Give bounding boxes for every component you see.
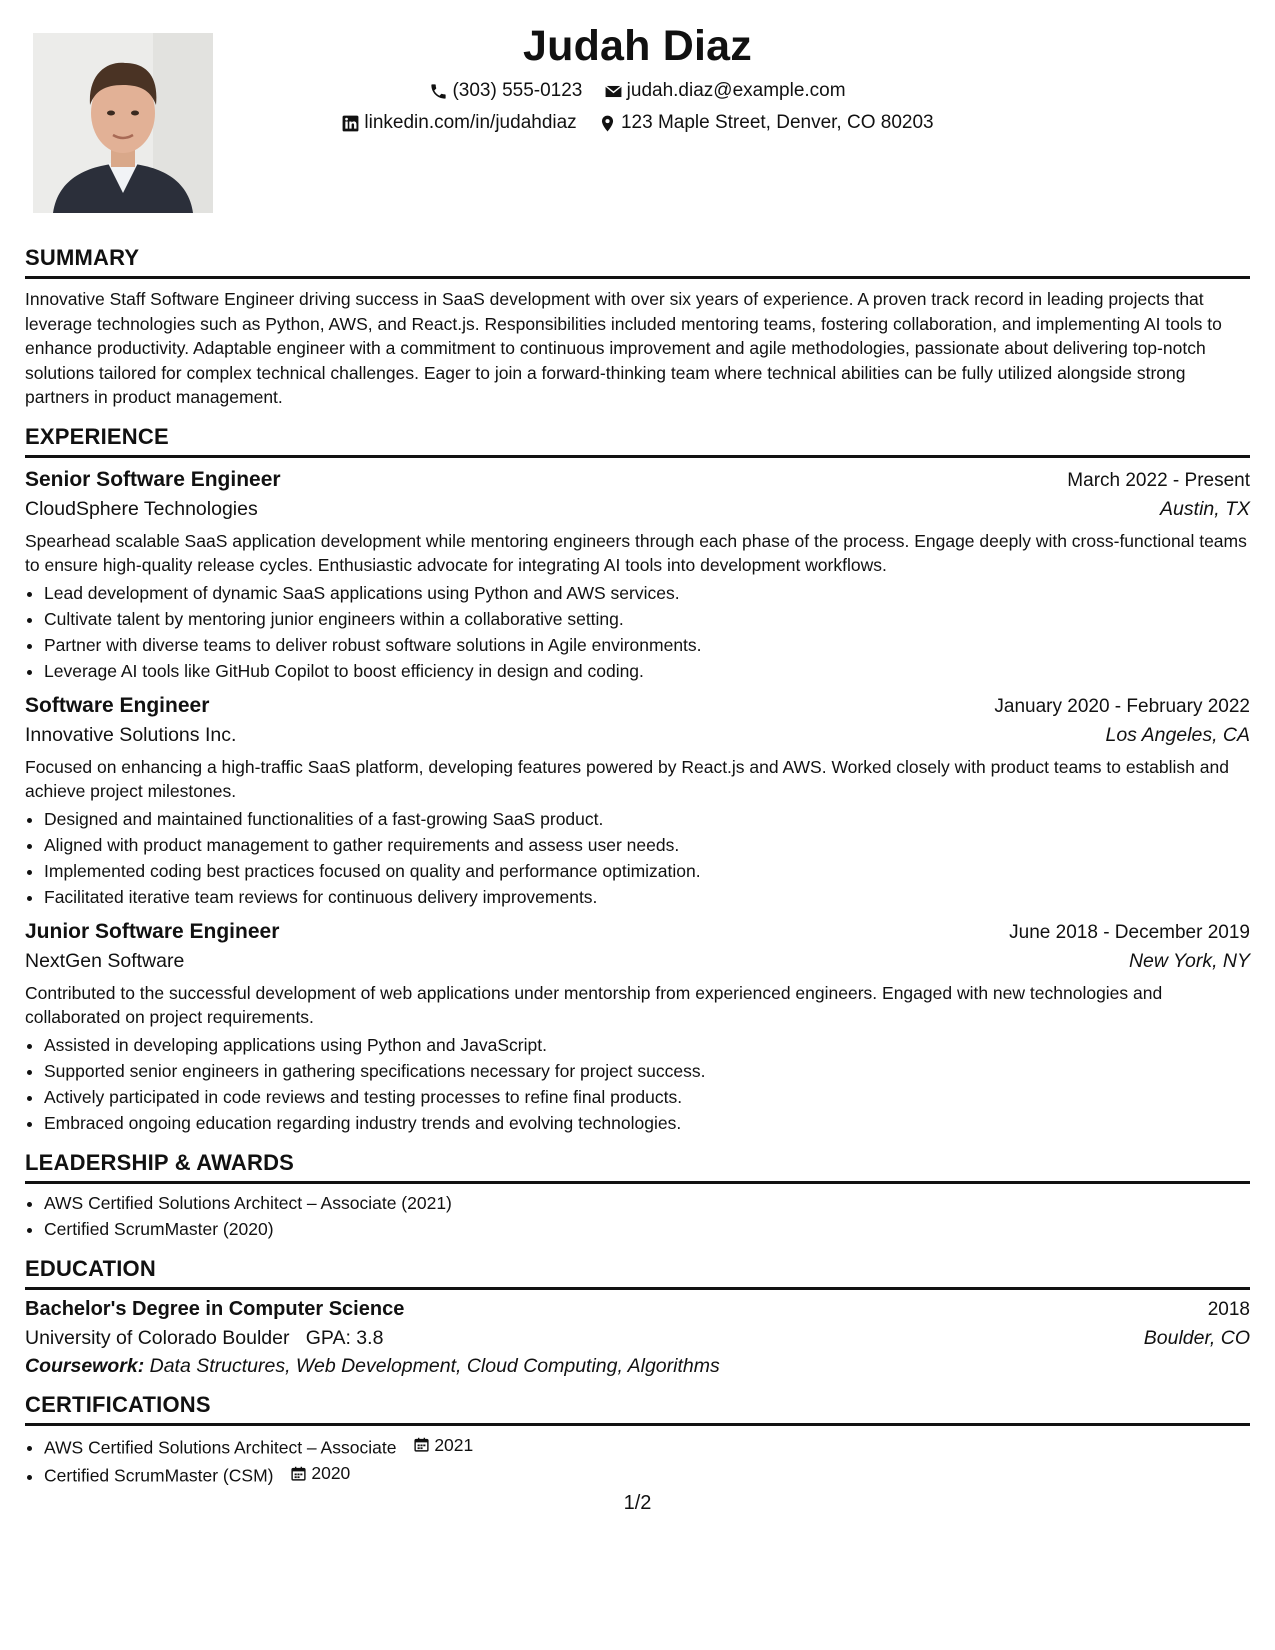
leadership-section <box>25 1150 1250 1242</box>
coursework <box>25 1355 1250 1378</box>
page-number: 1/2 <box>623 1492 652 1514</box>
summary-text: Innovative Staff Software Engineer driving success in SaaS development with over six years of experience. A proven track record in leading projects that leverage technologies such as Python, AWS, and React.js. Responsibilities included mentoring teams, fostering collaboration, and implementing AI tools to enhance productivity. Adaptable engineer with a commitment to continuous improvement and agile methodologies, passionate about delivering top-notch solutions tailored for complex technical challenges. Eager to join a forward-thinking team where technical abilities can be fully utilized alongside strong partners in product management. <box>25 289 1222 407</box>
linkedin-icon <box>341 114 360 133</box>
job-company: CloudSphere Technologies <box>25 497 258 520</box>
address-text: 123 Maple Street, Denver, CO 80203 <box>620 112 934 133</box>
certifications-list <box>25 1432 1250 1489</box>
list-item: • Supported senior engineers in gathering specifications necessary for project success. <box>44 1058 1250 1084</box>
experience-heading: EXPERIENCE <box>25 424 1250 458</box>
certifications-section <box>25 1392 1250 1489</box>
list-item: • Aligned with product management to gather requirements and assess user needs. <box>44 832 1250 858</box>
list-item: • Facilitated iterative team reviews for continuous delivery improvements. <box>44 884 1250 910</box>
leadership-heading: LEADERSHIP & AWARDS <box>25 1150 1250 1184</box>
job-location: New York, NY <box>1128 949 1250 972</box>
phone-contact[interactable] <box>429 80 582 102</box>
school-location: Boulder, CO <box>1143 1326 1250 1349</box>
education-section <box>25 1256 1250 1378</box>
job-bullets <box>25 806 1250 910</box>
address-contact <box>598 112 934 134</box>
list-item: • Leverage AI tools like GitHub Copilot to boost efficiency in design and coding. <box>44 658 1250 684</box>
calendar-icon <box>413 1436 430 1453</box>
summary-heading: SUMMARY <box>25 245 1250 279</box>
calendar-icon <box>290 1465 307 1482</box>
contact-line-2 <box>0 112 1275 139</box>
certifications-heading: CERTIFICATIONS <box>25 1392 1250 1426</box>
job-title: Junior Software Engineer <box>25 919 280 943</box>
coursework-label: Coursework: <box>25 1354 145 1377</box>
job-date: January 2020 - February 2022 <box>994 695 1250 717</box>
linkedin-text: linkedin.com/in/judahdiaz <box>364 112 577 133</box>
graduation-year: 2018 <box>1207 1298 1250 1320</box>
leadership-list <box>25 1190 1250 1242</box>
job-description: Focused on enhancing a high-traffic SaaS platform, developing features powered by React.js and AWS. Worked closely with product teams to establish and achieve project milestones. <box>25 756 1229 801</box>
envelope-icon <box>604 82 623 101</box>
gpa: GPA: 3.8 <box>305 1326 384 1349</box>
list-item: • Cultivate talent by mentoring junior engineers within a collaborative setting. <box>44 606 1250 632</box>
job-date: March 2022 - Present <box>1067 469 1250 491</box>
school-info <box>25 1327 383 1350</box>
job-bullets <box>25 580 1250 684</box>
job-description: Contributed to the successful development of web applications under mentorship from experienced engineers. Engaged with new technologies and collaborated on project requirements. <box>25 982 1163 1027</box>
experience-section <box>25 424 1250 1136</box>
list-item: • Assisted in developing applications using Python and JavaScript. <box>44 1032 1250 1058</box>
degree-title: Bachelor's Degree in Computer Science <box>25 1297 405 1320</box>
job-location: Austin, TX <box>1160 497 1250 520</box>
coursework-text: Data Structures, Web Development, Cloud Computing, Algorithms <box>149 1354 720 1377</box>
job-company: Innovative Solutions Inc. <box>25 723 237 746</box>
certification-date <box>290 1460 350 1486</box>
job-title: Software Engineer <box>25 693 210 717</box>
email-contact[interactable] <box>604 80 846 102</box>
list-item <box>44 1460 1250 1489</box>
job-description: Spearhead scalable SaaS application development while mentoring engineers through each phase of the process. Engage deeply with cross-functional teams to ensure high-quality release cycles. Enthusiastic advocate for integrating AI tools into development workflows. <box>25 530 1247 575</box>
job-entry <box>25 920 1250 1136</box>
list-item <box>44 1432 1250 1461</box>
job-entry <box>25 468 1250 684</box>
list-item: • Partner with diverse teams to deliver robust software solutions in Agile environments. <box>44 632 1250 658</box>
summary-section <box>25 245 1250 410</box>
list-item: • AWS Certified Solutions Architect – Associate (2021) <box>44 1190 1250 1216</box>
job-entry <box>25 694 1250 910</box>
job-company: NextGen Software <box>25 949 185 972</box>
certification-year: 2020 <box>311 1463 351 1483</box>
certification-date <box>413 1432 473 1458</box>
certification-name: AWS Certified Solutions Architect – Associate <box>44 1437 397 1457</box>
contact-line-1 <box>0 80 1275 107</box>
list-item: • Embraced ongoing education regarding industry trends and evolving technologies. <box>44 1110 1250 1136</box>
education-heading: EDUCATION <box>25 1256 1250 1290</box>
job-location: Los Angeles, CA <box>1105 723 1250 746</box>
list-item: • Designed and maintained functionalities of a fast-growing SaaS product. <box>44 806 1250 832</box>
linkedin-contact[interactable] <box>341 112 576 134</box>
list-item: • Implemented coding best practices focused on quality and performance optimization. <box>44 858 1250 884</box>
job-date: June 2018 - December 2019 <box>1009 921 1250 943</box>
phone-text: (303) 555-0123 <box>452 80 583 101</box>
job-bullets <box>25 1032 1250 1136</box>
resume-body <box>25 245 1250 1503</box>
list-item: • Lead development of dynamic SaaS applications using Python and AWS services. <box>44 580 1250 606</box>
list-item: • Actively participated in code reviews and testing processes to refine final products. <box>44 1084 1250 1110</box>
phone-icon <box>429 82 448 101</box>
candidate-name: Judah Diaz <box>523 22 752 70</box>
job-title: Senior Software Engineer <box>25 467 281 491</box>
school-name: University of Colorado Boulder <box>25 1326 290 1349</box>
certification-name: Certified ScrumMaster (CSM) <box>44 1465 274 1486</box>
list-item: • Certified ScrumMaster (2020) <box>44 1216 1250 1242</box>
email-text: judah.diaz@example.com <box>626 80 846 101</box>
certification-year: 2021 <box>434 1434 474 1455</box>
map-pin-icon <box>598 114 617 133</box>
